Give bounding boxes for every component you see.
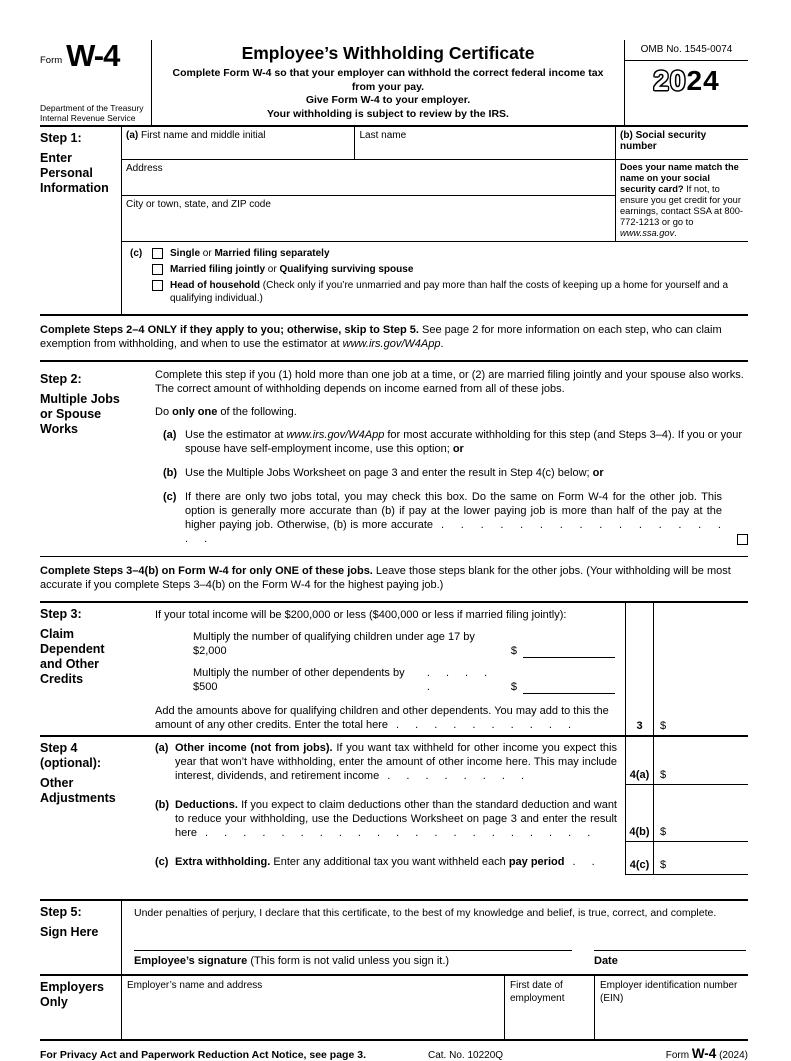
tax-year-outline: 20 bbox=[653, 65, 687, 96]
employer-name-address-field[interactable]: Employer’s name and address bbox=[122, 976, 505, 1039]
catalog-number: Cat. No. 10220Q bbox=[428, 1050, 504, 1061]
step3-label: Step 3: Claim Dependent and Other Credits bbox=[40, 607, 105, 686]
currency-sign: $ bbox=[660, 826, 667, 838]
privacy-act-notice: For Privacy Act and Paperwork Reduction Act Notice, see page 3. bbox=[40, 1049, 366, 1061]
line-4c-amount-field[interactable] bbox=[653, 842, 748, 875]
agency-name: Department of the Treasury Internal Revenue Service bbox=[40, 103, 144, 123]
leader-dots: . . . . . . . . . . . . . . . . . . . . . bbox=[205, 827, 592, 839]
line-4a-number: 4(a) bbox=[625, 737, 653, 785]
filing-status-option-married-jointly: Married filing jointly or Qualifying surviving spouse bbox=[152, 263, 748, 276]
omb-year-block bbox=[624, 40, 748, 125]
leader-dots: . . . . . . . . . . bbox=[395, 719, 573, 731]
form-instruction-1: Complete Form W-4 so that your employer can withhold the correct federal income tax from your pay. bbox=[172, 67, 604, 93]
employers-only-label: Employers Only bbox=[40, 976, 122, 1039]
line-4b-number: 4(b) bbox=[625, 785, 653, 842]
step1-section bbox=[40, 127, 748, 316]
first-name-field[interactable]: (a) First name and middle initial bbox=[126, 130, 266, 141]
perjury-declaration: Under penalties of perjury, I declare that this certificate, to the best of my knowledge and belief, is true, correct, and complete. bbox=[134, 907, 717, 919]
filing-status-option-head-of-household: Head of household (Check only if you’re unmarried and pay more than half the costs of keeping up a home for yourself and a qualifying individual.) bbox=[152, 279, 748, 305]
married-jointly-checkbox[interactable] bbox=[152, 264, 163, 275]
qualifying-children-amount-field[interactable] bbox=[523, 645, 615, 658]
step5-section bbox=[40, 899, 748, 976]
currency-sign: $ bbox=[660, 859, 667, 871]
omb-number: OMB No. 1545-0074 bbox=[625, 40, 748, 61]
employee-signature-label: Employee’s signature (This form is not valid unless you sign it.) bbox=[134, 955, 450, 967]
form-instruction-2: Give Form W-4 to your employer. bbox=[305, 94, 471, 106]
single-checkbox[interactable] bbox=[152, 248, 163, 259]
leader-dots: . . bbox=[572, 856, 596, 868]
currency-sign: $ bbox=[660, 720, 667, 732]
step4-label: Step 4 (optional): Other Adjustments bbox=[40, 741, 116, 805]
tax-year-bold: 24 bbox=[686, 65, 720, 96]
first-date-of-employment-field[interactable]: First date of employment bbox=[505, 976, 595, 1039]
step2-option-a: (a) Use the estimator at www.irs.gov/W4App for most accurate withholding for this step (and Steps 3–4). If you or your spouse have self-employment income, use this option; or bbox=[163, 429, 742, 455]
step3-intro: If your total income will be $200,000 or less ($400,000 or less if married filing jointly): bbox=[155, 609, 567, 621]
step4b-text: (b) Deductions. If you expect to claim deductions other than the standard deduction and want to reduce your withholding, use the Deductions Worksheet on page 3 and enter the result here . . . . . . . . . . . . . . . . . . . . . bbox=[155, 799, 617, 839]
ssn-field[interactable]: (b) Social security number bbox=[615, 127, 748, 159]
line-3-number: 3 bbox=[625, 603, 653, 735]
form-instruction-3: Your withholding is subject to review by the IRS. bbox=[267, 107, 509, 120]
currency-sign: $ bbox=[510, 681, 517, 693]
form-word: Form bbox=[40, 54, 63, 66]
employers-only-section bbox=[40, 976, 748, 1041]
tax-year bbox=[625, 61, 748, 97]
currency-sign: $ bbox=[660, 769, 667, 781]
form-identity bbox=[40, 40, 152, 125]
form-header bbox=[40, 40, 748, 127]
steps-2-4-instructions: Complete Steps 2–4 ONLY if they apply to you; otherwise, skip to Step 5. See page 2 for more information on each step, who can claim exemption from withholding, and when to use the estimator at www.irs.gov/W4App. bbox=[40, 316, 748, 362]
step2-option-c: (c) If there are only two jobs total, you may check this box. Do the same on Form W-4 for the other job. This option is generally more accurate than (b) if pay at the lower paying job is more than half of the pay at the higher paying job. Otherwise, (b) is more accurate . . . . . . . . . . . . . . . . . bbox=[163, 490, 748, 546]
filing-status-row: (c) Single or Married filing separately Married filing jointly or Qualifying surviving spouse Head of household (Check only if you’re unmarried and pay more than half the costs of keeping up a home for yourself and a qualifying individual.) bbox=[122, 242, 748, 314]
form-title: Employee’s Withholding Certificate bbox=[241, 43, 535, 63]
step1-label: Step 1: Enter Personal Information bbox=[40, 127, 122, 314]
other-dependents-amount-field[interactable] bbox=[523, 681, 615, 694]
currency-sign: $ bbox=[510, 645, 517, 657]
address-row bbox=[122, 160, 748, 242]
qualifying-children-line: Multiply the number of qualifying children under age 17 by $2,000 $ bbox=[193, 630, 615, 658]
form-footer bbox=[40, 1041, 748, 1061]
step2-section bbox=[40, 362, 748, 557]
city-state-zip-field[interactable]: City or town, state, and ZIP code bbox=[126, 199, 271, 210]
leader-dots: . . . . . . . . . . . . . . . . . bbox=[185, 519, 722, 545]
spacer bbox=[40, 875, 748, 899]
step3-total-line: Add the amounts above for qualifying children and other dependents. You may add to this the amount of any other credits. Enter the total here . . . . . . . . . . bbox=[155, 705, 609, 731]
step1-fields bbox=[122, 127, 748, 314]
two-jobs-checkbox[interactable] bbox=[737, 534, 748, 545]
step4-section bbox=[40, 737, 748, 875]
name-ssn-row bbox=[122, 127, 748, 160]
line-4b-amount-field[interactable] bbox=[653, 785, 748, 842]
ssa-name-match-note: Does your name match the name on your social security card? If not, to ensure you get credit for your earnings, contact SSA at 800-772-1213 or go to www.ssa.gov. bbox=[615, 160, 748, 241]
head-of-household-checkbox[interactable] bbox=[152, 280, 163, 291]
step2-intro: Complete this step if you (1) hold more than one job at a time, or (2) are married filing jointly and your spouse also works. The correct amount of withholding depends on income earned from all of these jobs. bbox=[155, 369, 744, 395]
other-dependents-line: Multiply the number of other dependents by $500 . . . . . $ bbox=[193, 666, 615, 694]
address-field[interactable]: Address bbox=[122, 160, 615, 196]
step4c-text: (c) Extra withholding. Enter any additional tax you want withheld each pay period . . bbox=[155, 856, 596, 868]
form-footer-id: Form W-4 (2024) bbox=[665, 1046, 748, 1061]
leader-dots: . . . . . . . . bbox=[387, 770, 526, 782]
date-label: Date bbox=[594, 955, 618, 967]
step3-section bbox=[40, 603, 748, 737]
form-title-block bbox=[152, 40, 624, 125]
step4a-row bbox=[122, 737, 748, 785]
w4-form bbox=[40, 40, 748, 1061]
step2-label: Step 2: Multiple Jobs or Spouse Works bbox=[40, 372, 120, 436]
line-4c-number: 4(c) bbox=[625, 842, 653, 875]
step2-do-line: Do only one of the following. bbox=[155, 406, 297, 418]
form-number: W-4 bbox=[66, 38, 120, 73]
steps-3-4b-instructions: Complete Steps 3–4(b) on Form W-4 for only ONE of these jobs. Leave those steps blank for the other jobs. (Your withholding will be most accurate if you complete Steps 3–4(b) on the Form W-4 for the highest paying job.) bbox=[40, 557, 748, 603]
filing-status-option-single: Single or Married filing separately bbox=[152, 247, 748, 260]
step5-label: Step 5: Sign Here bbox=[40, 901, 122, 974]
leader-dots: . . . . . bbox=[426, 667, 489, 693]
step4b-row bbox=[122, 785, 748, 842]
line-3-amount-field[interactable] bbox=[653, 603, 748, 735]
last-name-field[interactable]: Last name bbox=[354, 127, 615, 159]
step4a-text: (a) Other income (not from jobs). If you want tax withheld for other income you expect this year that won’t have withholding, enter the amount of other income here. This may include interest, dividends, and retirement income . . . . . . . . bbox=[155, 742, 617, 782]
step2-option-b: (b) Use the Multiple Jobs Worksheet on page 3 and enter the result in Step 4(c) below; or bbox=[163, 467, 604, 479]
ein-field[interactable]: Employer identification number (EIN) bbox=[600, 980, 738, 1004]
step4c-row bbox=[122, 842, 748, 875]
line-4a-amount-field[interactable] bbox=[653, 737, 748, 785]
